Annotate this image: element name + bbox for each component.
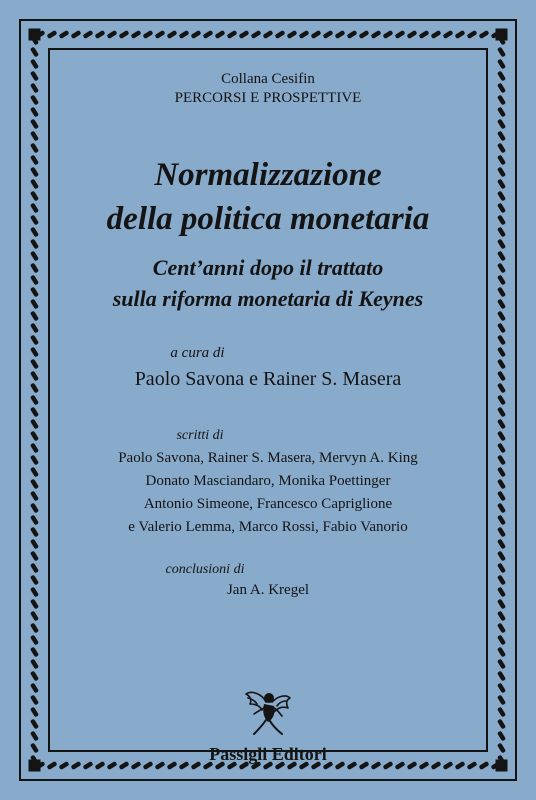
series-info <box>0 70 536 108</box>
authors-line: Antonio Simeone, Francesco Capriglione <box>143 496 393 512</box>
cherub-logo-icon <box>240 684 296 740</box>
collection-name: Collana Cesifin <box>221 71 315 87</box>
book-subtitle <box>0 252 536 314</box>
title-line-2: della politica monetaria <box>106 201 430 237</box>
publisher-name: Passigli Editori <box>209 744 327 764</box>
authors-label: scritti di <box>176 428 224 443</box>
editors-label: a cura di <box>170 345 225 361</box>
subtitle-line-1: Cent’anni dopo il trattato <box>152 255 384 280</box>
subtitle-line-2: sulla riforma monetaria di Keynes <box>112 286 424 311</box>
editors-names: Paolo Savona e Rainer S. Masera <box>134 368 402 390</box>
authors-list <box>0 447 536 539</box>
authors-line: Paolo Savona, Rainer S. Masera, Mervyn A. King <box>118 450 418 466</box>
series-name: PERCORSI E PROSPETTIVE <box>174 90 362 106</box>
authors-line: e Valerio Lemma, Marco Rossi, Fabio Vanorio <box>128 519 408 535</box>
book-title <box>0 153 536 241</box>
conclusions-author: Jan A. Kregel <box>226 582 310 598</box>
conclusions-label: conclusioni di <box>165 562 245 577</box>
authors-line: Donato Masciandaro, Monika Poettinger <box>145 473 391 489</box>
title-line-1: Normalizzazione <box>154 157 382 193</box>
